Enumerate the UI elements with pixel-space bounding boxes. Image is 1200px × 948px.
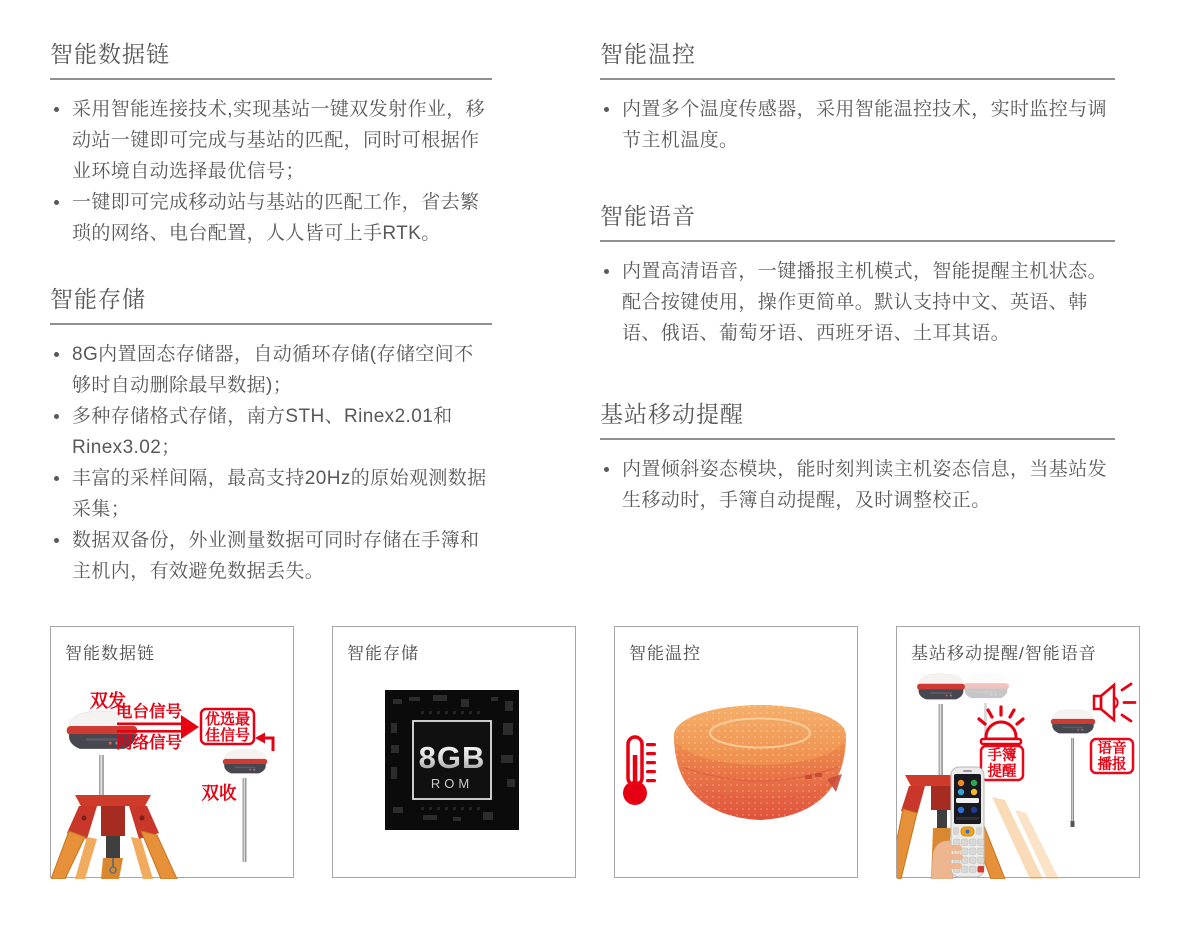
figure-row — [50, 626, 1140, 878]
figure-temperature — [614, 626, 858, 878]
bullet-list-base-move-alert — [600, 454, 1115, 516]
bullet-list-voice — [600, 256, 1115, 349]
section-title-storage: 智能存储 — [50, 286, 146, 312]
section-temperature — [600, 0, 1115, 156]
tripod-image — [51, 795, 177, 879]
figure-title: 基站移动提醒/智能语音 — [911, 644, 1097, 663]
label-dual-send: 双发 — [90, 691, 126, 711]
best-signal-badge — [201, 709, 254, 744]
figure-storage — [332, 626, 576, 878]
chip-capacity-text: 8GB — [418, 740, 486, 775]
figure-title: 智能温控 — [629, 644, 701, 663]
figure-title: 智能数据链 — [65, 644, 155, 663]
section-title-data-link: 智能数据链 — [50, 41, 170, 67]
section-rule — [50, 323, 492, 325]
figure-base-alert-voice — [896, 626, 1140, 878]
bullet-list-storage — [50, 339, 492, 587]
bullet-text: 采用智能连接技术,实现基站一键双发射作业，移动站一键即可完成与基站的匹配，同时可根据作业环境自动选择最优信号； — [72, 99, 486, 182]
svg-text:佳信号: 佳信号 — [204, 727, 251, 744]
left-column — [50, 0, 492, 587]
speaker-icon — [1094, 684, 1135, 721]
label-radio-signal: 电台信号 — [116, 703, 182, 721]
bullet-item — [50, 401, 492, 463]
bullet-list-temperature — [600, 94, 1115, 156]
bullet-text: 数据双备份，外业测量数据可同时存储在手簿和主机内，有效避免数据丢失。 — [72, 530, 480, 582]
data-link-illustration — [51, 627, 295, 879]
handheld-alert-badge — [981, 746, 1023, 780]
section-voice — [600, 198, 1115, 349]
gnss-receiver-image — [917, 674, 965, 775]
gnss-rover-image — [223, 750, 267, 862]
section-title-voice: 智能语音 — [600, 203, 696, 229]
elbow-arrow-icon — [255, 733, 273, 752]
svg-text:语音: 语音 — [1097, 741, 1127, 757]
ghost-tripod-image — [992, 797, 1059, 879]
bullet-text: 一键即可完成移动站与基站的匹配工作，省去繁琐的网络、电台配置，人人皆可上手RTK。 — [72, 192, 480, 244]
bullet-item — [50, 94, 492, 187]
svg-text:优选最: 优选最 — [204, 711, 251, 728]
right-column — [600, 0, 1115, 516]
bullet-text: 内置多个温度传感器，采用智能温控技术，实时监控与调节主机温度。 — [622, 99, 1108, 151]
bullet-item — [50, 463, 492, 525]
temperature-illustration — [615, 627, 859, 879]
bullet-item — [600, 454, 1115, 516]
bullet-text: 丰富的采样间隔，最高支持20Hz的原始观测数据采集； — [72, 468, 487, 520]
bullet-item — [600, 94, 1115, 156]
bullet-text: 多种存储格式存储，南方STH、Rinex2.01和Rinex3.02； — [72, 406, 453, 458]
thermal-receiver-image — [674, 705, 846, 820]
bullet-item — [50, 339, 492, 401]
svg-text:提醒: 提醒 — [987, 764, 1017, 780]
bullet-item — [50, 525, 492, 587]
label-dual-receive: 双收 — [201, 783, 237, 803]
chip-type-text: ROM — [430, 776, 474, 791]
section-title-temperature: 智能温控 — [600, 41, 696, 67]
section-rule — [600, 78, 1115, 80]
section-title-base-move-alert: 基站移动提醒 — [600, 401, 744, 427]
figure-data-link — [50, 626, 294, 878]
svg-text:手簿: 手簿 — [987, 748, 1017, 764]
section-rule — [50, 78, 492, 80]
bullet-text: 内置高清语音，一键播报主机模式，智能提醒主机状态。配合按键使用，操作更简单。默认支持中文、英语、韩语、俄语、葡萄牙语、西班牙语、土耳其语。 — [622, 261, 1108, 344]
storage-illustration — [333, 627, 577, 879]
voice-broadcast-badge — [1091, 739, 1133, 773]
svg-text:播报: 播报 — [1097, 757, 1127, 773]
bullet-list-data-link — [50, 94, 492, 249]
label-network-signal: 网络信号 — [116, 734, 182, 752]
bullet-text: 内置倾斜姿态模块，能时刻判读主机姿态信息，当基站发生移动时，手簿自动提醒，及时调整校正。 — [622, 459, 1108, 511]
gnss-rover-image — [1051, 710, 1095, 827]
section-data-link — [50, 0, 492, 249]
section-rule — [600, 240, 1115, 242]
thermometer-icon — [623, 737, 656, 805]
section-base-move-alert — [600, 396, 1115, 516]
bullet-item — [50, 187, 492, 249]
memory-chip-image — [385, 690, 519, 830]
bullet-text: 8G内置固态存储器，自动循环存储(存储空间不够时自动删除最早数据)； — [72, 344, 474, 396]
bullet-item — [600, 256, 1115, 349]
base-alert-voice-illustration — [897, 627, 1141, 879]
section-storage — [50, 281, 492, 587]
figure-title: 智能存储 — [347, 644, 419, 663]
section-rule — [600, 438, 1115, 440]
